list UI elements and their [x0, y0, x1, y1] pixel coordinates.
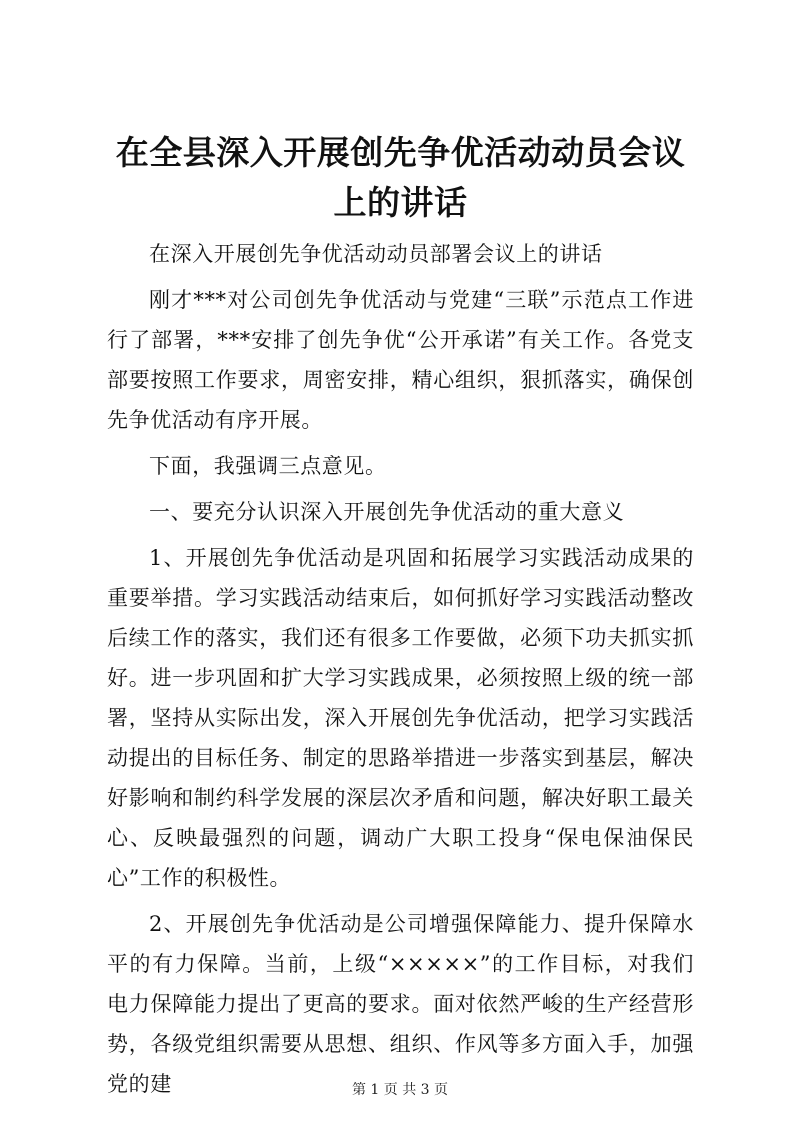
paragraph-point-2: 2、开展创先争优活动是公司增强保障能力、提升保障水平的有力保障。当前，上级“×××××”的工作目标，对我们电力保障能力提出了更高的要求。面对依然严峻的生产经营形势，各级党组织需要从思想、组织、作风等多方面入手，加强党的建: [107, 912, 694, 1096]
document-title: 在全县深入开展创先争优活动动员会议上的讲话: [115, 133, 686, 222]
paragraph-point-1: 1、开展创先争优活动是巩固和拓展学习实践活动成果的重要举措。学习实践活动结束后，如何抓好学习实践活动整改后续工作的落实，我们还有很多工作要做，必须下功夫抓实抓好。进一步巩固和扩大学习实践成果，必须按照上级的统一部署，坚持从实际出发，深入开展创先争优活动，把学习实践活动提出的目标任务、制定的思路举措进一步落实到基层，解决好影响和制约科学发展的深层次矛盾和问题，解决好职工最关心、反映最强烈的问题，调动广大职工投身“保电保油保民心”工作的积极性。: [107, 546, 694, 890]
paragraph-transition: 下面，我强调三点意见。: [149, 454, 387, 478]
paragraph-intro: 刚才***对公司创先争优活动与党建“三联”示范点工作进行了部署，***安排了创先争优“公开承诺”有关工作。各党支部要按照工作要求，周密安排，精心组织，狠抓落实，确保创先争优活动有序开展。: [107, 288, 694, 432]
page-footer: 第 1 页 共 3 页: [351, 1082, 449, 1098]
paragraph-subtitle: 在深入开展创先争优活动动员部署会议上的讲话: [149, 242, 603, 266]
section-heading-1: 一、要充分认识深入开展创先争优活动的重大意义: [149, 500, 625, 524]
